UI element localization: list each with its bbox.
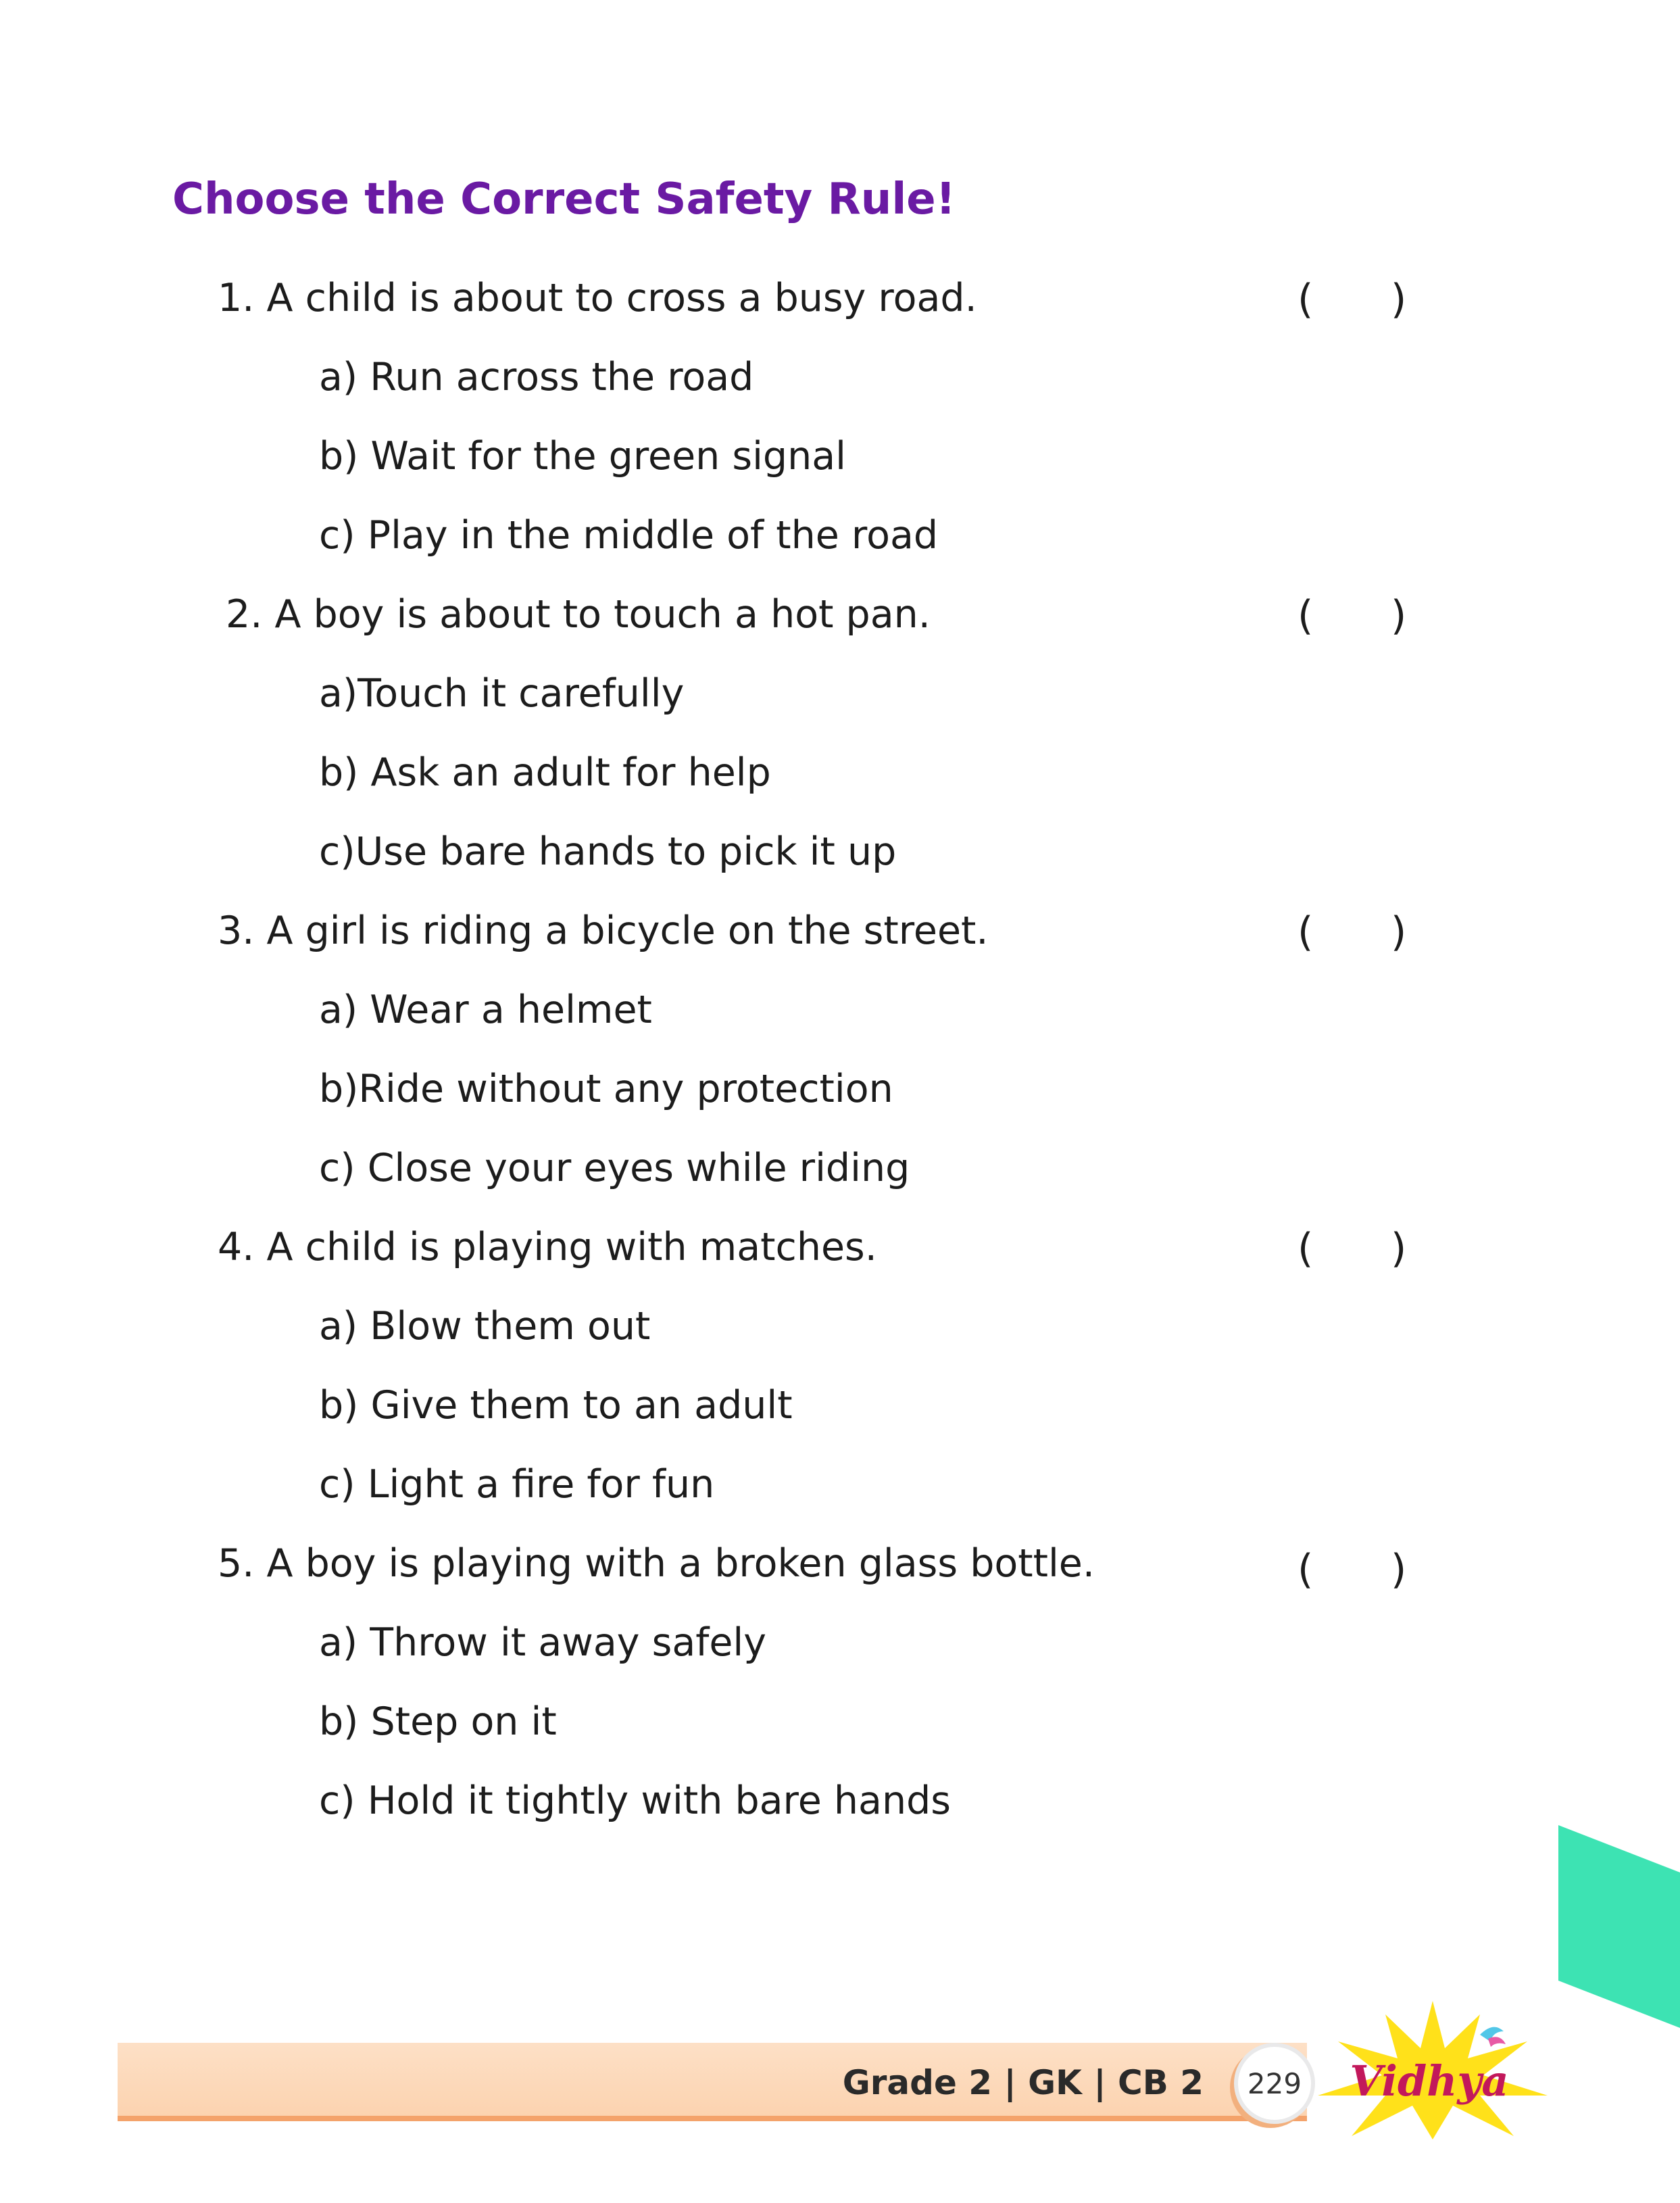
question-4-option-b: b) Give them to an adult [319,1383,793,1428]
question-1-option-a: a) Run across the road [319,355,754,400]
question-2: 2. A boy is about to touch a hot pan. [226,592,931,637]
page-edge-tab [1558,1825,1680,2028]
question-1: 1. A child is about to cross a busy road. [218,276,977,320]
question-2-option-a: a)Touch it carefully [319,671,685,716]
question-4-option-c: c) Light a fire for fun [319,1462,715,1507]
question-4-option-a: a) Blow them out [319,1304,651,1349]
footer-label: Grade 2 | GK | CB 2 [842,2063,1204,2102]
question-1-option-c: c) Play in the middle of the road [319,513,939,558]
answer-box-5[interactable]: ( ) [1298,1546,1407,1593]
question-2-option-c: c)Use bare hands to pick it up [319,829,897,874]
page-number: 229 [1234,2043,1315,2124]
question-3: 3. A girl is riding a bicycle on the street. [218,909,989,953]
question-1-option-b: b) Wait for the green signal [319,434,846,479]
question-2-option-b: b) Ask an adult for help [319,750,771,795]
answer-box-4[interactable]: ( ) [1298,1225,1407,1272]
question-3-option-b: b)Ride without any protection [319,1067,893,1111]
question-3-option-a: a) Wear a helmet [319,988,652,1032]
question-3-option-c: c) Close your eyes while riding [319,1146,910,1190]
question-5-option-c: c) Hold it tightly with bare hands [319,1778,951,1823]
svg-text:Vidhya: Vidhya [1350,2056,1509,2106]
answer-box-3[interactable]: ( ) [1298,909,1407,956]
question-5-option-a: a) Throw it away safely [319,1620,766,1665]
question-5-option-b: b) Step on it [319,1699,557,1744]
vidhya-logo [1311,1994,1554,2143]
question-4: 4. A child is playing with matches. [218,1225,877,1269]
answer-box-1[interactable]: ( ) [1298,276,1407,323]
page-title: Choose the Correct Safety Rule! [172,174,956,224]
question-5: 5. A boy is playing with a broken glass bottle. [218,1541,1095,1586]
answer-box-2[interactable]: ( ) [1298,592,1407,639]
